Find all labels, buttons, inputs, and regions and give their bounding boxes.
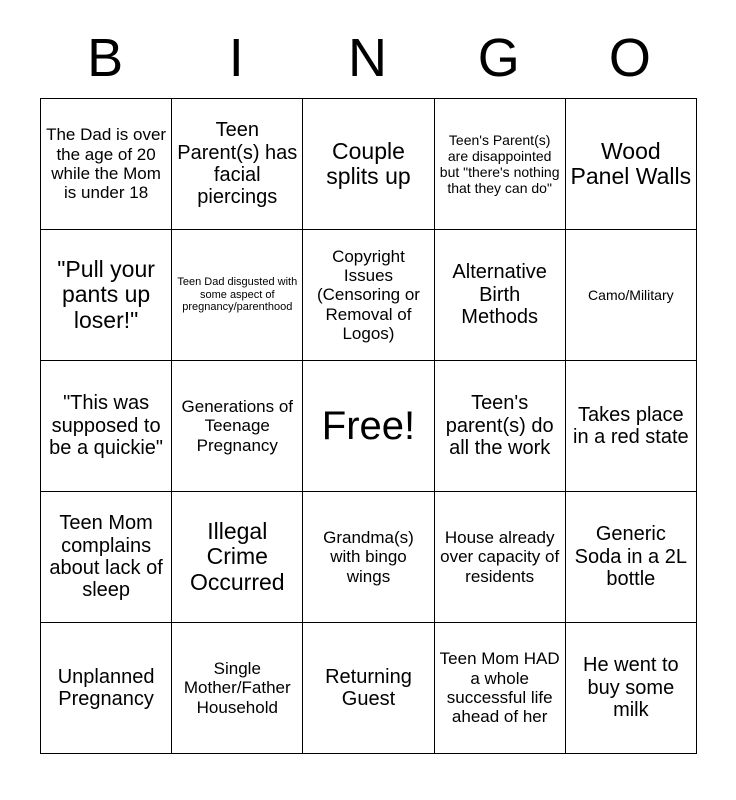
bingo-cell[interactable] <box>434 99 565 230</box>
bingo-cell[interactable] <box>303 99 434 230</box>
bingo-row <box>41 99 697 230</box>
bingo-cell[interactable] <box>41 361 172 492</box>
bingo-row <box>41 361 697 492</box>
bingo-cell-text: Teen Dad disgusted with some aspect of pregnancy/parenthood <box>177 275 298 314</box>
bingo-cell-text: The Dad is over the age of 20 while the Mom is under 18 <box>46 125 167 203</box>
bingo-cell[interactable] <box>172 492 303 623</box>
bingo-cell-text: Couple splits up <box>326 137 411 189</box>
bingo-cell-text: Illegal Crime Occurred <box>189 518 285 595</box>
bingo-cell-text: Alternative Birth Methods <box>452 261 547 329</box>
bingo-cell[interactable] <box>434 623 565 754</box>
bingo-cell-text: "Pull your pants up loser!" <box>57 256 155 333</box>
bingo-cell-text: Copyright Issues (Censoring or Removal of Logos) <box>316 246 420 344</box>
bingo-cell-free[interactable] <box>303 361 434 492</box>
bingo-cell-text: Single Mother/Father Household <box>183 658 291 717</box>
bingo-cell[interactable] <box>41 230 172 361</box>
bingo-cell-text: Free! <box>321 404 416 448</box>
bingo-cell[interactable] <box>303 623 434 754</box>
bingo-cell[interactable] <box>172 361 303 492</box>
bingo-cell-text: Wood Panel Walls <box>570 137 692 189</box>
bingo-cell-text: Generic Soda in a 2L bottle <box>574 523 687 591</box>
bingo-header-letter-g: G <box>477 28 521 88</box>
bingo-cell[interactable] <box>565 361 696 492</box>
bingo-header-letter-i: I <box>228 28 245 88</box>
bingo-cell[interactable] <box>303 492 434 623</box>
bingo-cell[interactable] <box>434 230 565 361</box>
bingo-cell[interactable] <box>565 623 696 754</box>
bingo-cell-text: "This was supposed to be a quickie" <box>49 392 164 460</box>
bingo-cell[interactable] <box>565 492 696 623</box>
bingo-cell[interactable] <box>565 99 696 230</box>
bingo-cell-text: Teen's parent(s) do all the work <box>445 392 554 460</box>
bingo-cell-text: Generations of Teenage Pregnancy <box>181 396 294 455</box>
bingo-cell-text: Teen Mom complains about lack of sleep <box>49 512 163 602</box>
bingo-cell[interactable] <box>41 99 172 230</box>
bingo-header-letter-n: N <box>348 28 388 88</box>
bingo-header <box>40 18 696 98</box>
bingo-cell[interactable] <box>565 230 696 361</box>
bingo-cell-text: Grandma(s) with bingo wings <box>323 527 414 586</box>
bingo-cell-text: House already over capacity of residents <box>440 527 560 586</box>
bingo-row <box>41 230 697 361</box>
bingo-cell-text: Teen Parent(s) has facial piercings <box>177 119 298 209</box>
bingo-cell-text: Camo/Military <box>588 286 674 303</box>
bingo-cell[interactable] <box>434 492 565 623</box>
bingo-cell[interactable] <box>41 623 172 754</box>
bingo-row <box>41 492 697 623</box>
bingo-header-letter-b: B <box>87 28 125 88</box>
bingo-cell[interactable] <box>434 361 565 492</box>
bingo-cell[interactable] <box>41 492 172 623</box>
bingo-cell[interactable] <box>303 230 434 361</box>
bingo-cell-text: Unplanned Pregnancy <box>57 665 155 710</box>
bingo-cell[interactable] <box>172 230 303 361</box>
bingo-cell-text: He went to buy some milk <box>583 654 679 722</box>
bingo-cell-text: Teen Mom HAD a whole successful life ahead of her <box>439 649 560 727</box>
bingo-cell-text: Takes place in a red state <box>573 403 689 448</box>
bingo-cell-text: Teen's Parent(s) are disappointed but "there's nothing that they can do" <box>439 131 560 197</box>
bingo-header-letter-o: O <box>608 28 652 88</box>
bingo-cell-text: Returning Guest <box>325 665 412 710</box>
bingo-cell[interactable] <box>172 623 303 754</box>
bingo-cell[interactable] <box>172 99 303 230</box>
bingo-row <box>41 623 697 754</box>
bingo-grid <box>40 98 697 754</box>
